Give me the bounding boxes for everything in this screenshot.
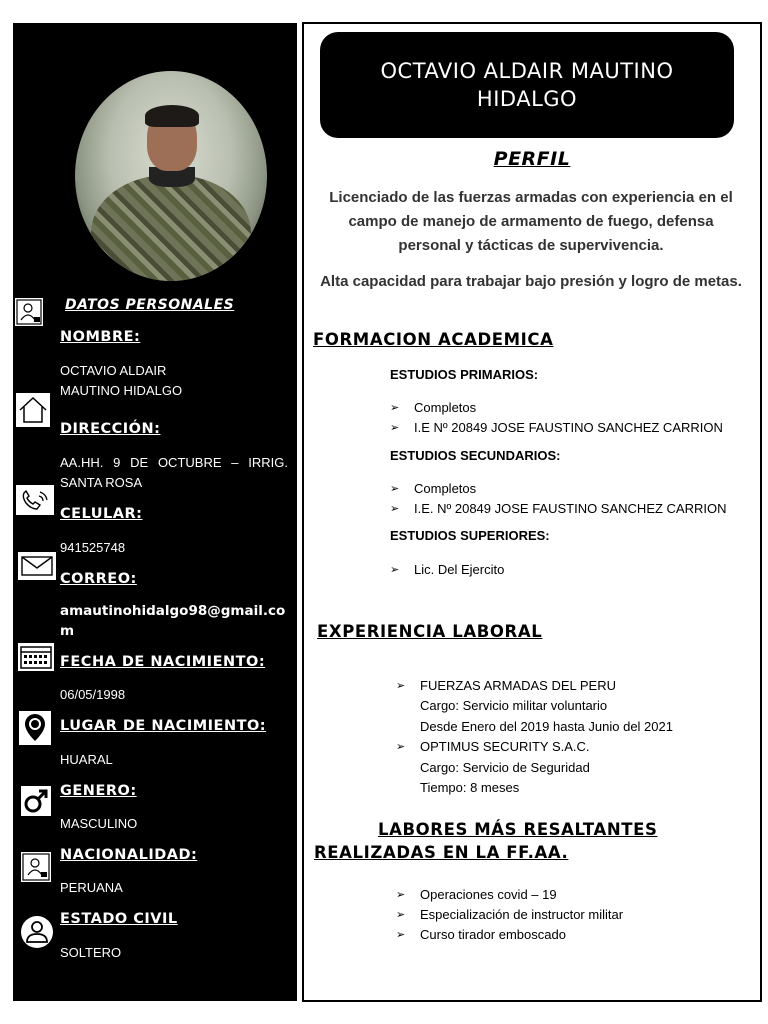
phone-label: CELULAR: [60,506,143,522]
marital-status-value: SOLTERO [60,945,122,960]
gender-value: MASCULINO [60,816,138,831]
profile-photo [75,71,267,281]
job1-period: Desde Enero del 2019 hasta Junio del 2021 [420,719,673,734]
calendar-icon [18,643,54,671]
user-id-icon [14,297,44,327]
mail-icon [18,552,56,580]
nationality-id-icon [21,852,51,882]
bullet-arrow-icon: ➢ [396,741,406,753]
birthplace-value: HUARAL [60,752,113,767]
location-pin-icon [19,711,51,745]
job2-period: Tiempo: 8 meses [420,780,520,795]
main-content: OCTAVIO ALDAIR MAUTINO HIDALGO PERFIL Licenciado de las fuerzas armadas con experiencia en el campo de manejo de armamento de fuego, defensa personal y tácticas de supervivencia. Alta capacidad para trabajar bajo presión y logro de metas. FORMACION ACADEMICA ESTUDIOS PRIMARIOS: ➢ Completos ➢ I.E Nº 20849 JOSE FAUSTINO SANCHEZ CARRION ESTUDIOS SECUNDARIOS: ➢ Completos ➢ I.E. Nº 20849 JOSE FAUSTINO SANCHEZ CARRION ESTUDIOS SUPERIORES: ➢ Lic. Del Ejercito EXPERIENCIA LABORAL ➢ FUERZAS ARMADAS DEL PERU Cargo: Servicio militar voluntario Desde Enero del 2019 hasta Junio del 2021 ➢ OPTIMUS SECURITY S.A.C. Cargo: Servicio de Seguridad Tiempo: 8 meses LABORES MÁS RESALTANTES REALIZADAS EN LA FF.AA. ➢ Operaciones covid – 19 ➢ Especialización de instructor militar ➢ Curso tirador emboscado [302,22,762,1002]
bullet-arrow-icon: ➢ [390,422,400,434]
full-name: OCTAVIO ALDAIR MAUTINO HIDALGO [380,59,674,111]
marital-status-label: ESTADO CIVIL [60,911,178,927]
bullet-arrow-icon: ➢ [390,564,400,576]
primary-studies-title: ESTUDIOS PRIMARIOS: [390,367,539,382]
phone-icon [16,485,54,515]
email-value[interactable]: amautinohidalgo98@gmail.com [60,603,286,639]
profile-title: PERFIL [493,148,571,170]
name-label: NOMBRE: [60,329,141,345]
job1-role: Cargo: Servicio militar voluntario [420,698,608,713]
bullet-arrow-icon: ➢ [396,929,406,941]
bullet-arrow-icon: ➢ [396,680,406,692]
bullet-arrow-icon: ➢ [390,503,400,515]
higher-studies-title: ESTUDIOS SUPERIORES: [390,528,550,543]
profile-paragraph-2: Alta capacidad para trabajar bajo presión y logro de metas. [320,273,742,290]
profile-paragraph-1: Licenciado de las fuerzas armadas con experiencia en el campo de manejo de armamento de fuego, defensa personal y tácticas de supervivencia. [329,189,733,254]
bullet-arrow-icon: ➢ [390,402,400,414]
name-line2: MAUTINO HIDALGO [60,383,183,398]
secondary-studies-title: ESTUDIOS SECUNDARIOS: [390,448,561,463]
person-icon [20,915,54,949]
bullet-arrow-icon: ➢ [396,889,406,901]
birthplace-label: LUGAR DE NACIMIENTO: [60,718,267,734]
birthdate-value: 06/05/1998 [60,687,126,702]
name-header [320,32,734,138]
education-title: FORMACION ACADEMICA [313,330,554,349]
address-label: DIRECCIÓN: [60,421,161,437]
name-line1: OCTAVIO ALDAIR [60,363,167,378]
birthdate-label: FECHA DE NACIMIENTO: [60,654,266,670]
home-icon [16,393,50,427]
experience-title: EXPERIENCIA LABORAL [317,622,543,641]
bullet-arrow-icon: ➢ [390,483,400,495]
sidebar [13,23,297,1001]
phone-value: 941525748 [60,540,126,555]
personal-data-title: DATOS PERSONALES [65,297,235,313]
job2-role: Cargo: Servicio de Seguridad [420,760,590,775]
gender-label: GENERO: [60,783,137,799]
address-value: AA.HH. 9 DE OCTUBRE – IRRIG. SANTA ROSA [60,455,288,490]
bullet-arrow-icon: ➢ [396,909,406,921]
male-symbol-icon [21,786,51,816]
nationality-label: NACIONALIDAD: [60,847,198,863]
nationality-value: PERUANA [60,880,123,895]
email-label: CORREO: [60,571,137,587]
achievements-title: LABORES MÁS RESALTANTES REALIZADAS EN LA FF.AA. [314,820,658,862]
